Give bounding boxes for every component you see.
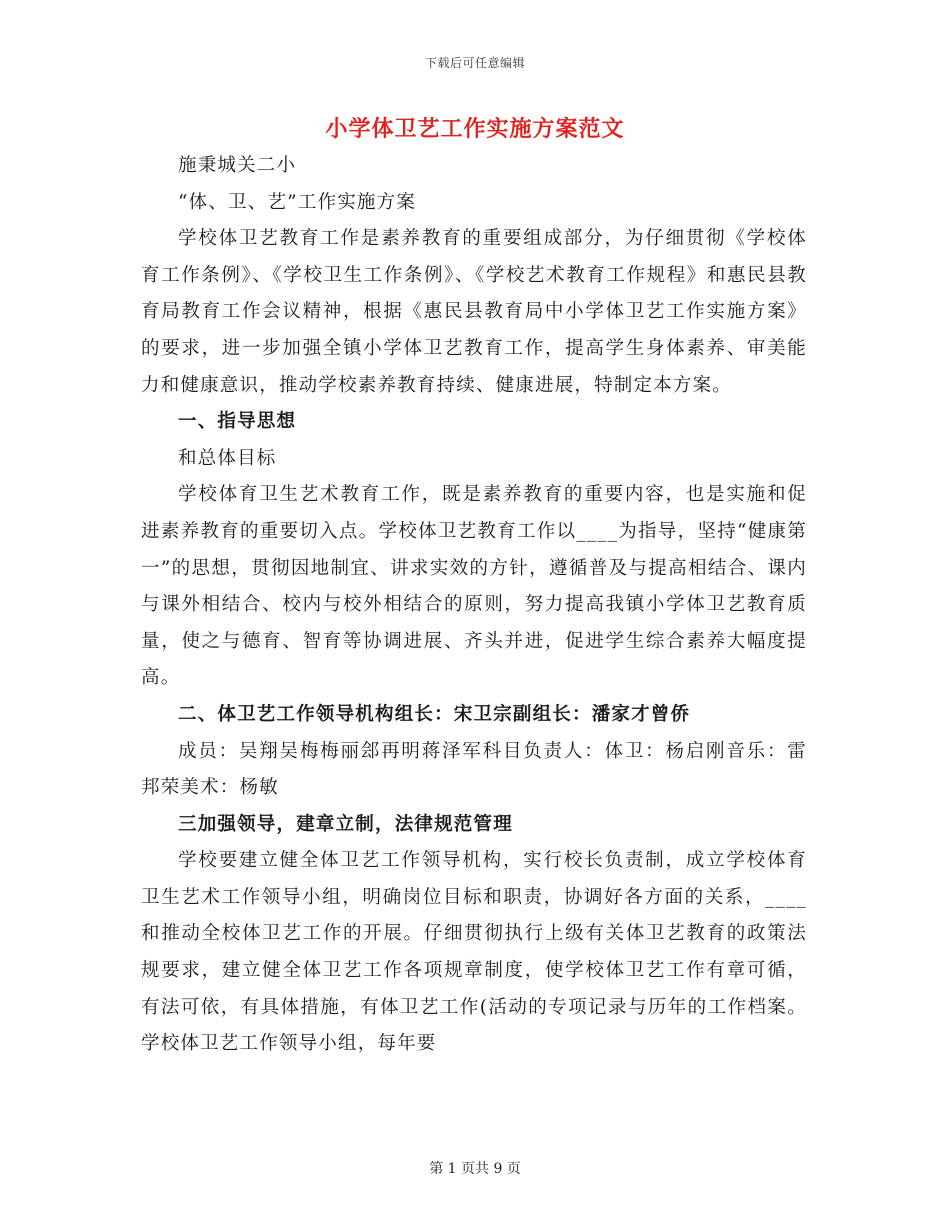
paragraph: 学校要建立健全体卫艺工作领导机构，实行校长负责制，成立学校体育卫生艺术工作领导小组，明确岗位目标和职责，协调好各方面的关系，____和推动全校体卫艺工作的开展。仔细贯彻执行上级有关体卫艺教育的政策法规要求，建立健全体卫艺工作各项规章制度，使学校体卫艺工作有章可循，有法可依，有具体措施，有体卫艺工作(活动的专项记录与历年的工作档案。学校体卫艺工作领导小组，每年要 bbox=[141, 850, 807, 1055]
paragraph: 成员：吴翔吴梅梅丽郐再明蒋泽军科目负责人：体卫：杨启刚音乐：雷邦荣美术：杨敏 bbox=[141, 740, 807, 799]
paragraph: 学校体卫艺教育工作是素养教育的重要组成部分，为仔细贯彻《学校体育工作条例》、《学校卫生工作条例》、《学校艺术教育工作规程》和惠民县教育局教育工作会议精神，根据《惠民县教育局中小学体卫艺工作实施方案》的要求，进一步加强全镇小学体卫艺教育工作，提高学生身体素养、审美能力和健康意识，推动学校素养教育持续、健康进展，特制定本方案。 bbox=[141, 228, 807, 396]
section-heading: 三加强领导，建章立制，法律规范管理 bbox=[178, 813, 513, 835]
page-footer: 第 1 页共 9 页 bbox=[429, 1161, 521, 1177]
section-heading: 二、体卫艺工作领导机构组长：宋卫宗副组长：潘家才曾侨 bbox=[178, 703, 691, 725]
paragraph: 施秉城关二小 bbox=[178, 155, 297, 176]
document-body bbox=[141, 148, 807, 1063]
paragraph: 和总体目标 bbox=[178, 447, 277, 469]
section-heading: 一、指导思想 bbox=[178, 411, 297, 433]
paragraph: “体、卫、艺”工作实施方案 bbox=[178, 191, 417, 213]
paragraph: 学校体育卫生艺术教育工作，既是素养教育的重要内容，也是实施和促进素养教育的重要切入点。学校体卫艺教育工作以____为指导，坚持“健康第一”的思想，贯彻因地制宜、讲求实效的方针，遵循普及与提高相结合、课内与课外相结合、校内与校外相结合的原则，努力提高我镇小学体卫艺教育质量，使之与德育、智育等协调进展、齐头并进，促进学生综合素养大幅度提高。 bbox=[141, 484, 807, 689]
document-title: 小学体卫艺工作实施方案范文 bbox=[325, 116, 625, 142]
header-note: 下载后可任意编辑 bbox=[424, 56, 525, 70]
